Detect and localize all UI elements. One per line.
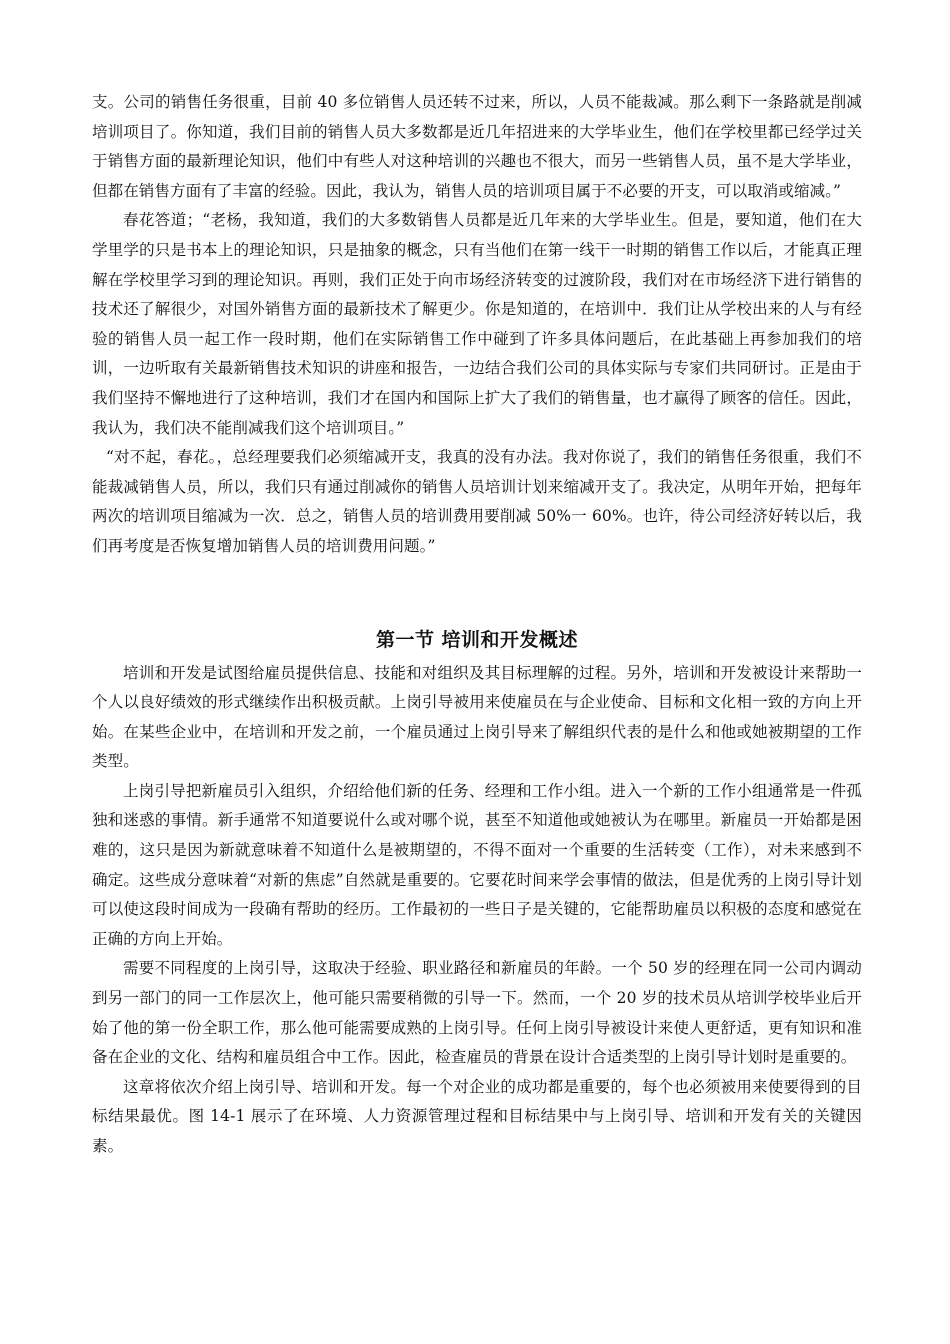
section-paragraph-4: 这章将依次介绍上岗引导、培训和开发。每一个对企业的成功都是重要的，每个也必须被用来使要得到的目标结果最优。图 14-1 展示了在环境、人力资源管理过程和目标结果中与上岗引导、培训和开发有关的关键因素。 (92, 1077, 862, 1155)
document-page (92, 88, 862, 1162)
paragraph-3: “对不起，春花。，总经理要我们必须缩减开支，我真的没有办法。我对你说了，我们的销售任务很重，我们不能裁减销售人员，所以，我们只有通过削减你的销售人员培训计划来缩减开支了。我决定，从明年开始，把每年两次的培训项目缩减为一次．总之，销售人员的培训费用要削减 50%一 60%。也许，待公司经济好转以后，我们再考度是否恢复增加销售人员的培训费用问题。” (92, 448, 862, 555)
paragraph-1: 支。公司的销售任务很重，目前 40 多位销售人员还转不过来，所以，人员不能裁减。那么剩下一条路就是削减培训项目了。你知道，我们目前的销售人员大多数都是近几年招进来的大学毕业生，他们在学校里都已经学过关于销售方面的最新理论知识，他们中有些人对这种培训的兴趣也不很大，而另一些销售人员，虽不是大学毕业，但都在销售方面有了丰富的经验。因此，我认为，销售人员的培训项目属于不必要的开支，可以取消或缩减。” (92, 93, 862, 200)
section-title: 第一节 培训和开发概述 (375, 628, 579, 651)
section-paragraph-2: 上岗引导把新雇员引入组织，介绍给他们新的任务、经理和工作小组。进入一个新的工作小组通常是一件孤独和迷惑的事情。新手通常不知道要说什么或对哪个说，甚至不知道他或她被认为在哪里。新雇员一开始都是困难的，这只是因为新就意味着不知道什么是被期望的，不得不面对一个重要的生活转变（工作），对未来感到不确定。这些成分意味着“对新的焦虑”自然就是重要的。它要花时间来学会事情的做法，但是优秀的上岗引导计划可以使这段时间成为一段确有帮助的经历。工作最初的一些日子是关键的，它能帮助雇员以积极的态度和感觉在正确的方向上开始。 (92, 781, 862, 948)
paragraph-2: 春花答道；“老杨，我知道，我们的大多数销售人员都是近几年来的大学毕业生。但是，要知道，他们在大学里学的只是书本上的理论知识，只是抽象的概念，只有当他们在第一线干一时期的销售工作以后，才能真正理解在学校里学习到的理论知识。再则，我们正处于向市场经济转变的过渡阶段，我们对在市场经济下进行销售的技术还了解很少，对国外销售方面的最新技术了解更少。你是知道的，在培训中．我们让从学校出来的人与有经验的销售人员一起工作一段时期，他们在实际销售工作中碰到了许多具体问题后，在此基础上再参加我们的培训，一边听取有关最新销售技术知识的讲座和报告，一边结合我们公司的具体实际与专家们共同研讨。正是由于我们坚持不懈地进行了这种培训，我们才在国内和国际上扩大了我们的销售量，也才赢得了顾客的信任。因此，我认为，我们决不能削减我们这个培训项目。” (92, 211, 862, 437)
section-paragraph-3: 需要不同程度的上岗引导，这取决于经验、职业路径和新雇员的年龄。一个 50 岁的经理在同一公司内调动到另一部门的同一工作层次上，他可能只需要稍微的引导一下。然而，一个 20 岁的技术员从培训学校毕业后开始了他的第一份全职工作，那么他可能需要成熟的上岗引导。任何上岗引导被设计来使人更舒适，更有知识和准备在企业的文化、结构和雇员组合中工作。因此，检查雇员的背景在设计合适类型的上岗引导计划时是重要的。 (92, 959, 862, 1067)
section-paragraph-1: 培训和开发是试图给雇员提供信息、技能和对组织及其目标理解的过程。另外，培训和开发被设计来帮助一个人以良好绩效的形式继续作出积极贡献。上岗引导被用来使雇员在与企业使命、目标和文化相一致的方向上开始。在某些企业中，在培训和开发之前，一个雇员通过上岗引导来了解组织代表的是什么和他或她被期望的工作类型。 (92, 663, 862, 771)
